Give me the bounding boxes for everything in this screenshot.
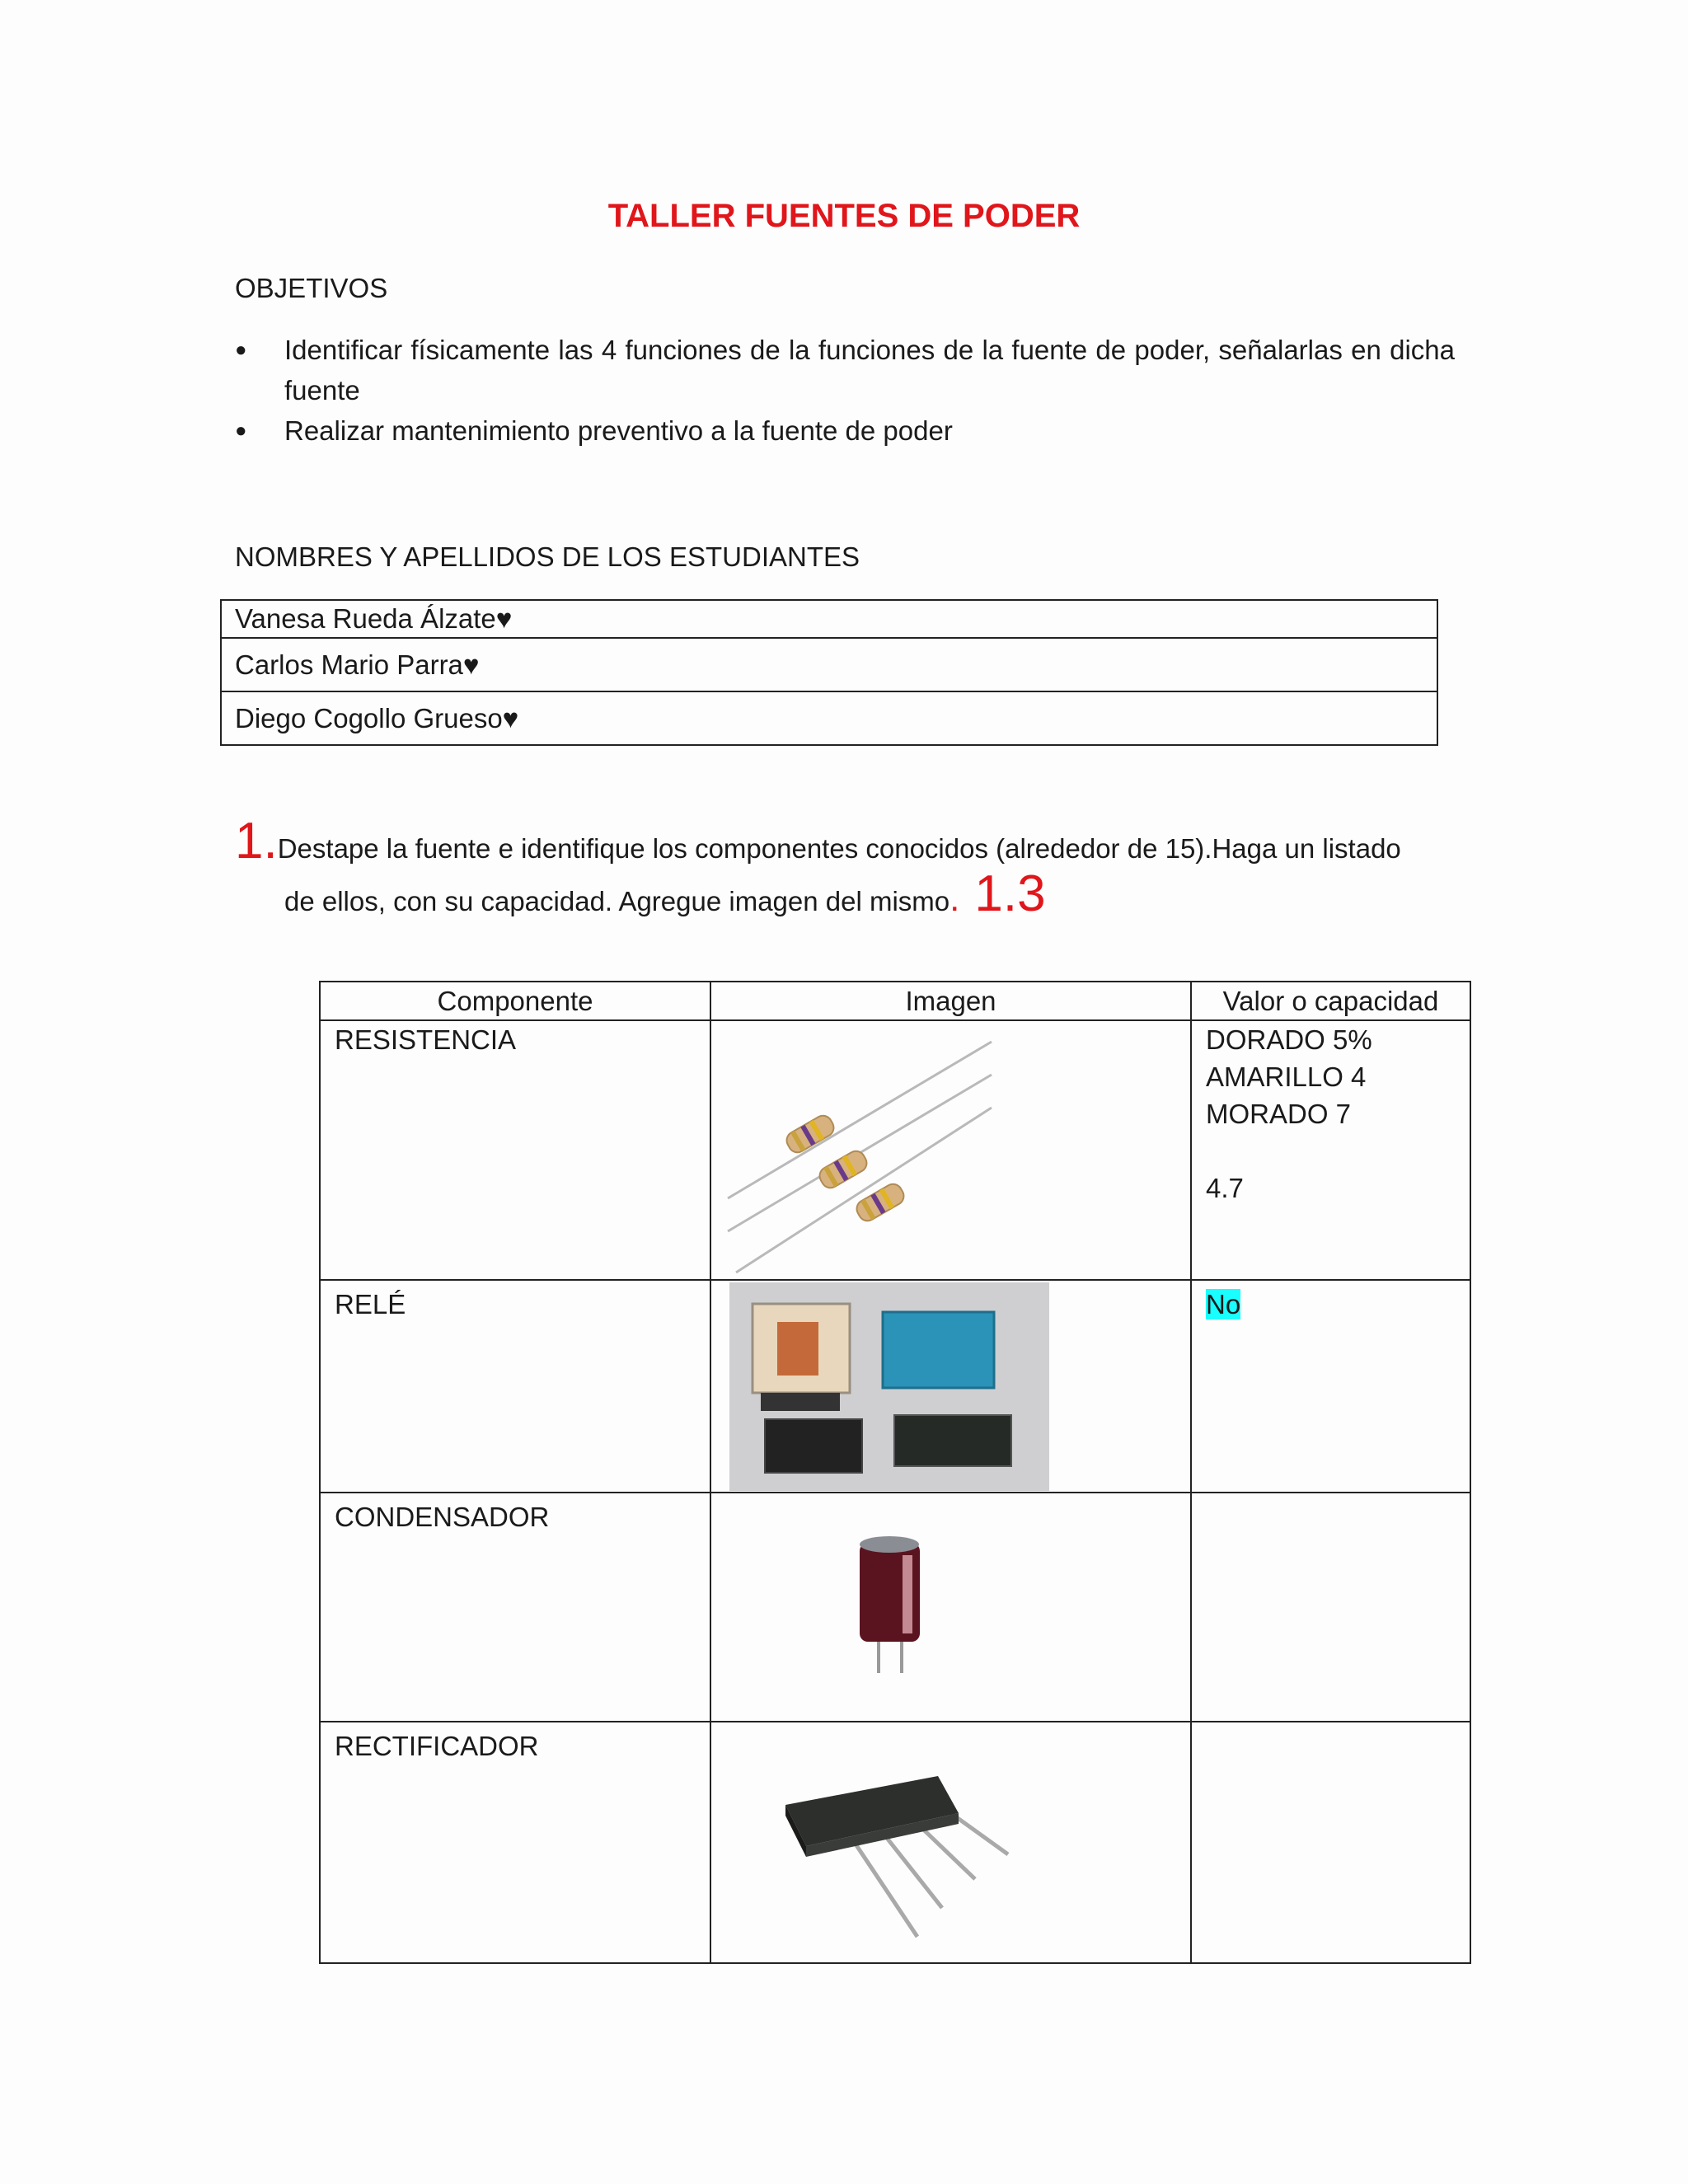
table-row — [221, 638, 1437, 691]
highlighted-value: No — [1206, 1289, 1241, 1319]
students-heading: NOMBRES Y APELLIDOS DE LOS ESTUDIANTES — [235, 541, 860, 572]
table-header-row — [320, 982, 1470, 1020]
students-table — [220, 599, 1438, 746]
component-value — [1191, 1280, 1470, 1493]
page-title: TALLER FUENTES DE PODER — [607, 198, 1081, 234]
question-dot: . — [950, 879, 960, 919]
components-table — [319, 981, 1471, 1964]
question-number: 1. — [235, 813, 278, 869]
table-row — [320, 1493, 1470, 1722]
table-row — [320, 1020, 1470, 1280]
bullet-icon: ● — [235, 419, 247, 442]
component-value: DORADO 5% AMARILLO 4 MORADO 7 4.7 — [1191, 1020, 1470, 1280]
component-value — [1191, 1722, 1470, 1963]
question-text-line1: Destape la fuente e identifique los componentes conocidos (alrededor de 15).Haga un listado — [277, 833, 1401, 864]
table-row — [221, 691, 1437, 745]
component-value — [1191, 1493, 1470, 1722]
component-name: RECTIFICADOR — [320, 1722, 710, 1963]
relay-icon — [711, 1281, 1192, 1492]
bullet-icon: ● — [235, 339, 247, 361]
question-text-line2: de ellos, con su capacidad. Agregue imagen del mismo — [284, 886, 950, 916]
objectives-list — [235, 330, 1455, 451]
column-header: Imagen — [710, 982, 1191, 1020]
list-item: ● Identificar físicamente las 4 funciones de la funciones de la fuente de poder, señalarlas en dicha fuente — [235, 330, 1455, 410]
table-row — [221, 600, 1437, 638]
question-subnumber: 1.3 — [974, 865, 1046, 922]
component-image-cell — [710, 1280, 1191, 1493]
student-name: Vanesa Rueda Álzate♥ — [221, 600, 1437, 638]
component-image-cell — [710, 1722, 1191, 1963]
component-name: RESISTENCIA — [320, 1020, 710, 1280]
student-name: Diego Cogollo Grueso♥ — [221, 691, 1437, 745]
resistor-icon — [711, 1021, 1192, 1279]
component-name: RELÉ — [320, 1280, 710, 1493]
list-item: ● Realizar mantenimiento preventivo a la fuente de poder — [235, 410, 1455, 451]
objectives-heading: OBJETIVOS — [235, 273, 388, 303]
question-1 — [235, 813, 1455, 922]
rectifier-icon — [711, 1722, 1192, 1962]
component-name: CONDENSADOR — [320, 1493, 710, 1722]
component-image-cell — [710, 1020, 1191, 1280]
component-image-cell — [710, 1493, 1191, 1722]
table-row — [320, 1280, 1470, 1493]
table-row — [320, 1722, 1470, 1963]
column-header: Componente — [320, 982, 710, 1020]
capacitor-icon — [711, 1493, 1192, 1721]
student-name: Carlos Mario Parra♥ — [221, 638, 1437, 691]
column-header: Valor o capacidad — [1191, 982, 1470, 1020]
